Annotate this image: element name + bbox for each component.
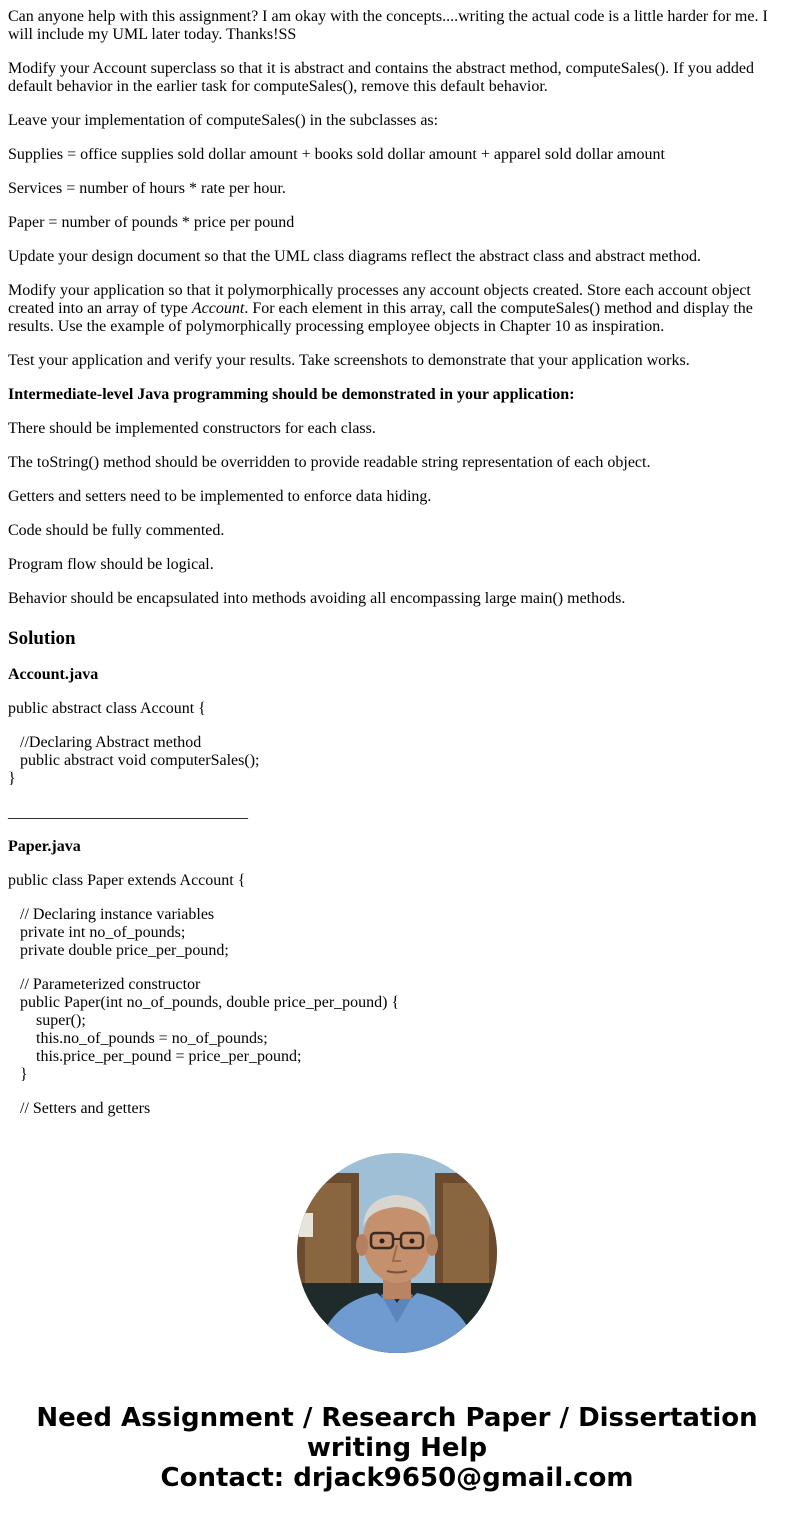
author-portrait-illustration [297, 1153, 497, 1353]
document-content [8, 0, 778, 1134]
solution-heading: Solution [8, 628, 76, 649]
polymorph-italic: Account [191, 300, 245, 317]
requirement-tostring: The toString() method should be overridden to provide readable string representation of each object. [8, 454, 651, 471]
requirement-program-flow: Program flow should be logical. [8, 556, 214, 573]
uml-instruction: Update your design document so that the UML class diagrams reflect the abstract class and abstract method. [8, 248, 701, 265]
requirements-heading: Intermediate-level Java programming should be demonstrated in your application: [8, 386, 575, 403]
contact-footer [0, 1403, 794, 1493]
author-avatar [297, 1153, 497, 1353]
section-divider: ______________________________ [8, 804, 248, 821]
requirement-getters-setters: Getters and setters need to be implemented to enforce data hiding. [8, 488, 432, 505]
polymorph-instruction [8, 282, 778, 336]
footer-line-2: writing Help [306, 1433, 488, 1463]
implementation-instruction: Leave your implementation of computeSales() in the subclasses as: [8, 112, 439, 129]
requirement-comments: Code should be fully commented. [8, 522, 225, 539]
paper-fields-block: // Declaring instance variables private int no_of_pounds; private double price_per_pound; [20, 906, 229, 959]
account-code-block: //Declaring Abstract method public abstract void computerSales(); } [8, 734, 260, 787]
paper-class-line: public class Paper extends Account { [8, 872, 246, 889]
supplies-formula: Supplies = office supplies sold dollar amount + books sold dollar amount + apparel sold dollar amount [8, 146, 665, 163]
footer-contact-line: Contact: drjack9650@gmail.com [160, 1463, 634, 1493]
polymorph-text-after: . For each element in this array, call the computeSales() method and display the results. Use the example of polymorphically processing employee objects in Chapter 10 as inspiration. [8, 300, 753, 335]
test-instruction: Test your application and verify your results. Take screenshots to demonstrate that your application works. [8, 352, 690, 369]
polymorph-text-before: Modify your application so that it polymorphically processes any account objects created. Store each account object created into an array of type [8, 282, 751, 317]
paper-constructor-block: // Parameterized constructor public Paper(int no_of_pounds, double price_per_pound) { super(); this.no_of_pounds = no_of_pounds; this.price_per_pound = price_per_pound; } [20, 976, 400, 1083]
account-file-heading: Account.java [8, 666, 99, 683]
paper-file-heading: Paper.java [8, 838, 81, 855]
question-intro: Can anyone help with this assignment? I am okay with the concepts....writing the actual code is a little harder for me. I will include my UML later today. Thanks!SS [8, 8, 768, 43]
requirement-encapsulation: Behavior should be encapsulated into methods avoiding all encompassing large main() methods. [8, 590, 626, 607]
services-formula: Services = number of hours * rate per hour. [8, 180, 286, 197]
footer-line-1: Need Assignment / Research Paper / Dissertation [36, 1403, 758, 1433]
requirement-constructors: There should be implemented constructors for each class. [8, 420, 376, 437]
abstract-instruction: Modify your Account superclass so that it is abstract and contains the abstract method, computeSales(). If you added default behavior in the earlier task for computeSales(), remove this default behavior. [8, 60, 755, 95]
account-class-line: public abstract class Account { [8, 700, 206, 717]
paper-formula: Paper = number of pounds * price per pound [8, 214, 295, 231]
paper-setters-comment: // Setters and getters [8, 1100, 151, 1117]
